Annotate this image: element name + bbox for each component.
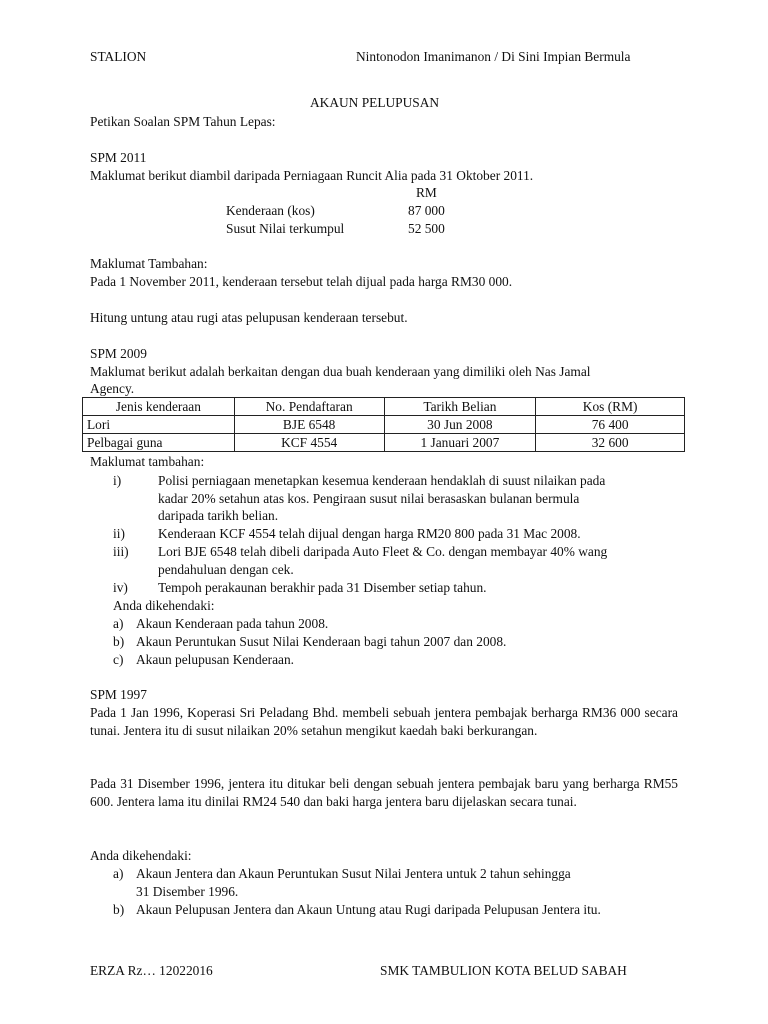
table-cell: 32 600 <box>536 434 685 452</box>
note-text: Polisi perniagaan menetapkan kesemua kenderaan hendaklah di suust nilaikan pada <box>158 473 606 488</box>
required-number: a) <box>113 866 124 881</box>
table-cell: 1 Januari 2007 <box>384 434 536 452</box>
required-number: c) <box>113 652 124 667</box>
table-header-cell: No. Pendaftaran <box>234 398 384 416</box>
note-text: daripada tarikh belian. <box>158 508 279 523</box>
table-cell: 76 400 <box>536 416 685 434</box>
vehicle-table <box>82 397 685 452</box>
table-header-cell: Tarikh Belian <box>384 398 536 416</box>
footer-right: SMK TAMBULION KOTA BELUD SABAH <box>380 963 627 978</box>
spm2011-item-label: Susut Nilai terkumpul <box>226 221 345 236</box>
note-number: iii) <box>113 544 129 559</box>
spm2009-heading: SPM 2009 <box>90 346 147 361</box>
note-number: iv) <box>113 580 128 595</box>
intro-text: Petikan Soalan SPM Tahun Lepas: <box>90 114 276 129</box>
required-number: b) <box>113 634 125 649</box>
required-text: Akaun pelupusan Kenderaan. <box>136 652 295 667</box>
required-text: 31 Disember 1996. <box>136 884 239 899</box>
table-cell: Lori <box>83 416 235 434</box>
required-text: Akaun Jentera dan Akaun Peruntukan Susut Nilai Jentera untuk 2 tahun sehingga <box>136 866 571 881</box>
spm2011-item-value: 52 500 <box>408 221 445 236</box>
spm2011-text: Maklumat berikut diambil daripada Perniagaan Runcit Alia pada 31 Oktober 2011. <box>90 168 534 183</box>
spm2009-extra-heading: Maklumat tambahan: <box>90 454 205 469</box>
required-heading: Anda dikehendaki: <box>113 598 215 613</box>
note-text: Tempoh perakaunan berakhir pada 31 Disember setiap tahun. <box>158 580 487 595</box>
table-cell: BJE 6548 <box>234 416 384 434</box>
required-text: Akaun Peruntukan Susut Nilai Kenderaan bagi tahun 2007 dan 2008. <box>136 634 507 649</box>
spm2011-item-value: 87 000 <box>408 203 445 218</box>
spm2011-currency: RM <box>416 185 437 200</box>
spm1997-required-heading: Anda dikehendaki: <box>90 848 192 863</box>
note-text: Kenderaan KCF 4554 telah dijual dengan harga RM20 800 pada 31 Mac 2008. <box>158 526 581 541</box>
header-left: STALION <box>90 49 147 64</box>
table-cell: KCF 4554 <box>234 434 384 452</box>
required-number: b) <box>113 902 125 917</box>
footer-left: ERZA Rz… 12022016 <box>90 963 213 978</box>
table-row <box>83 416 685 434</box>
table-header-row <box>83 398 685 416</box>
spm1997-heading: SPM 1997 <box>90 687 147 702</box>
table-row <box>83 434 685 452</box>
header-right: Nintonodon Imanimanon / Di Sini Impian Bermula <box>356 49 631 64</box>
page-title: AKAUN PELUPUSAN <box>310 95 440 110</box>
spm1997-paragraph: Pada 1 Jan 1996, Koperasi Sri Peladang Bhd. membeli sebuah jentera pembajak berharga RM36 000 secara tunai. Jentera itu di susut nilaikan 20% setahun mengikut kaedah baki berkurangan. <box>90 705 678 738</box>
note-text: pendahuluan dengan cek. <box>158 562 294 577</box>
table-header-cell: Jenis kenderaan <box>83 398 235 416</box>
note-number: i) <box>113 473 122 488</box>
required-number: a) <box>113 616 124 631</box>
required-text: Akaun Kenderaan pada tahun 2008. <box>136 616 329 631</box>
required-text: Akaun Pelupusan Jentera dan Akaun Untung atau Rugi daripada Pelupusan Jentera itu. <box>136 902 601 917</box>
spm1997-paragraph: Pada 31 Disember 1996, jentera itu ditukar beli dengan sebuah jentera pembajak baru yang berharga RM55 600. Jentera lama itu dinilai RM24 540 dan baki harga jentera baru dijelaskan secara tunai. <box>90 776 678 809</box>
spm2009-text: Agency. <box>90 381 135 396</box>
note-text: Lori BJE 6548 telah dibeli daripada Auto Fleet & Co. dengan membayar 40% wang <box>158 544 608 559</box>
table-cell: Pelbagai guna <box>83 434 235 452</box>
spm2011-heading: SPM 2011 <box>90 150 147 165</box>
table-cell: 30 Jun 2008 <box>384 416 536 434</box>
table-header-cell: Kos (RM) <box>536 398 685 416</box>
spm2011-extra-text: Pada 1 November 2011, kenderaan tersebut telah dijual pada harga RM30 000. <box>90 274 513 289</box>
spm2011-extra-heading: Maklumat Tambahan: <box>90 256 208 271</box>
spm2009-text: Maklumat berikut adalah berkaitan dengan dua buah kenderaan yang dimiliki oleh Nas Jamal <box>90 364 591 379</box>
spm2011-item-label: Kenderaan (kos) <box>226 203 315 218</box>
spm2011-task: Hitung untung atau rugi atas pelupusan kenderaan tersebut. <box>90 310 408 325</box>
note-number: ii) <box>113 526 125 541</box>
note-text: kadar 20% setahun atas kos. Pengiraan susut nilai berasaskan bulanan bermula <box>158 491 580 506</box>
